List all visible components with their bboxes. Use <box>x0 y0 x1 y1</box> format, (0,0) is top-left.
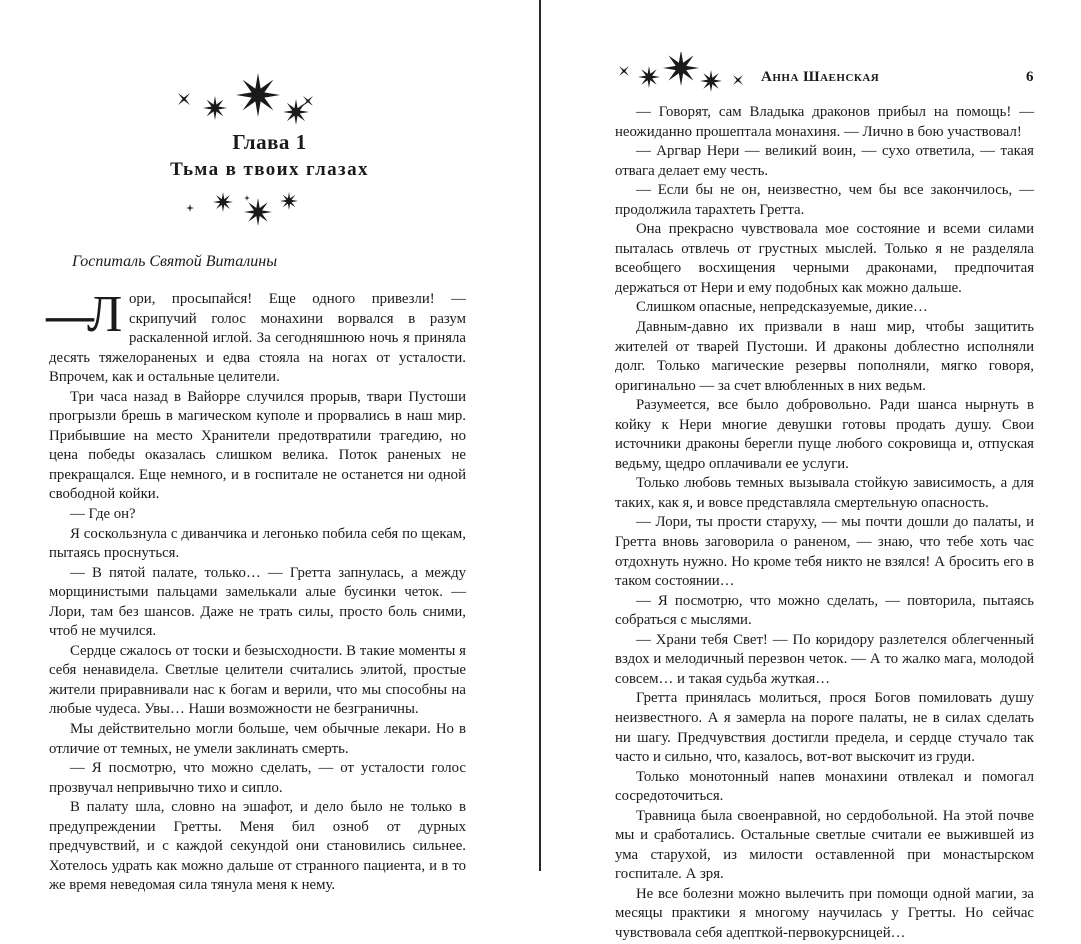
star-icon <box>244 198 272 226</box>
paragraph: В палату шла, словно на эшафот, и дело было не только в предупреждении Гретты. Меня бил озноб от дурных предчувствий, и с каждой секундой они становились сильнее. Хотелось удрать как можно дальше от странного пациента, и в то же время неведомая сила тянула меня к нему. <box>49 799 466 894</box>
paragraph: Она прекрасно чувствовала мое состояние и всеми силами пыталась отвлечь от грустных мыслей. Только я не разделяла всеобщего восхищения черными драконами, предпочитая держаться от Нери и ему подобных как можно дальше. <box>615 221 1034 296</box>
paragraph: — В пятой палате, только… — Гретта запнулась, а между морщинистыми пальцами замелькали алые бусинки четок. — Лори, там без шансов. Даже не трать силы, просто боль сними, чтоб не мучился. <box>49 564 466 640</box>
opening-paragraph: ори, просыпайся! Еще одного привезли! — скрипучий голос монахини ворвался в разум раскаленной иглой. За сегодняшнюю ночь я приняла десять тяжелораненых и едва стояла на ногах от усталости. Впрочем, как и остальные целители. <box>49 291 466 386</box>
dropcap-dash: — <box>46 289 94 342</box>
running-head-author: Анна Шаенская <box>761 69 880 85</box>
paragraph: Давным-давно их призвали в наш мир, чтобы защитить жителей от тварей Пустоши. И драконы доблестно исполняли долг. Только магические резервы пополняли, мягко говоря, оригинально — за счет влюбленных в них ведьм. <box>615 319 1034 394</box>
star-icon <box>203 96 227 120</box>
paragraph: Слишком опасные, непредсказуемые, дикие… <box>636 299 928 316</box>
paragraph: — Где он? <box>70 506 136 523</box>
paragraph: Три часа назад в Вайорре случился прорыв, твари Пустоши прогрызли брешь в магическом куполе и прорвались в наш мир. Прибывшие на место Хранители предотвратили трагедию, но цена победы оказалась слишком велика. Поток раненых не прекращался. Еще немного, и в госпитале не останется ни одной свободной койки. <box>49 388 466 503</box>
star-icon <box>280 192 298 210</box>
paragraph: Только монотонный напев монахини отвлекал и помогал сосредоточиться. <box>615 768 1034 805</box>
paragraph: — Аргвар Нери — великий воин, — сухо ответила, — такая отвага делает ему честь. <box>615 143 1034 179</box>
star-icon <box>638 66 660 88</box>
paragraph: Гретта принялась молиться, прося Богов помиловать душу неизвестного. А я замерла на пороге палаты, не в силах сделать ни шагу. Предчувствия достигли предела, и сердце стучало так часто и сильно, что, казалось, вот-вот выскочит из груди. <box>615 690 1034 766</box>
running-head-stars-ornament <box>613 52 753 97</box>
star-icon <box>178 93 190 105</box>
scene-location-heading: Госпиталь Святой Виталины <box>72 253 278 270</box>
star-icon <box>244 195 250 201</box>
paragraph: — Я посмотрю, что можно сделать, — от усталости голос прозвучал непривычно тихо и сипло. <box>49 760 466 796</box>
star-icon <box>619 66 629 76</box>
star-icon <box>700 70 722 92</box>
chapter-top-stars-ornament <box>170 68 320 133</box>
star-icon <box>733 75 743 85</box>
paragraph: — Храни тебя Свет! — По коридору разлетелся облегченный вздох и мелодичный перезвон четок. — А то жалко мага, молодой совсем… и такая судьба жуткая… <box>615 631 1034 687</box>
chapter-bottom-stars-ornament <box>180 188 305 228</box>
paragraph: — Я посмотрю, что можно сделать, — повторила, пытаясь собраться с мыслями. <box>615 592 1034 629</box>
star-icon <box>186 204 194 212</box>
chapter-subtitle: Тьма в твоих глазах <box>170 159 369 180</box>
paragraph: Мы действительно могли больше, чем обычные лекари. Но в отличие от темных, не умели заклинать смерть. <box>49 721 466 757</box>
paragraph: Разумеется, все было добровольно. Ради шанса нырнуть в койку к Нери многие девушки готовы продать душу. Свои источники драконы берегли пуще любого сокровища и, отпуская ведьму, щедро оплачивали ее услуги. <box>615 397 1034 472</box>
paragraph: Только любовь темных вызывала стойкую зависимость, а для таких, как я, и вовсе представляла смертельную опасность. <box>615 475 1034 511</box>
star-icon <box>283 99 309 125</box>
right-page-body <box>615 103 1034 944</box>
right-page <box>541 0 1081 941</box>
left-page-body <box>49 286 466 896</box>
paragraph: — Лори, ты прости старуху, — мы почти дошли до палаты, и Гретта вновь заговорила о раненом, — знаю, что тебе хоть час отдохнуть нужно. Но кроме тебя никто не взялся! А бросить его в таком состоянии… <box>615 514 1034 590</box>
left-page <box>0 0 539 894</box>
star-icon <box>663 52 699 86</box>
dropcap-letter: Л <box>87 286 123 343</box>
paragraph: — Говорят, сам Владыка драконов прибыл на помощь! — неожиданно прошептала монахиня. — Лично в бою участвовал! <box>615 104 1034 140</box>
paragraph: — Если бы не он, неизвестно, чем бы все закончилось, — продолжила тарахтеть Гретта. <box>615 182 1034 218</box>
page-number: 6 <box>1026 69 1034 85</box>
paragraph: Травница была своенравной, но сердобольной. На этой почве мы и сработались. Остальные светлые считали ее выжившей из ума старухой, из милости оставленной при монастырском госпитале. А зря. <box>615 807 1034 883</box>
paragraph: Не все болезни можно вылечить при помощи одной магии, за месяцы практики я многому научилась у Гретты. Но сейчас чувствовала себя адепткой-первокурсницей… <box>615 885 1034 941</box>
star-icon <box>213 192 233 212</box>
paragraph: Я соскользнула с диванчика и легонько побила себя по щекам, пытаясь проснуться. <box>49 525 466 562</box>
chapter-title: Глава 1 <box>232 130 307 154</box>
star-icon <box>236 73 280 117</box>
star-icon <box>303 96 313 106</box>
paragraph: Сердце сжалось от тоски и безысходности. В такие моменты я себя ненавидела. Светлые целители считались элитой, простые жители приравнивали нас к богам и верили, что мы способны на любые чудеса. Увы… Наши возможности не безграничны. <box>49 642 466 718</box>
